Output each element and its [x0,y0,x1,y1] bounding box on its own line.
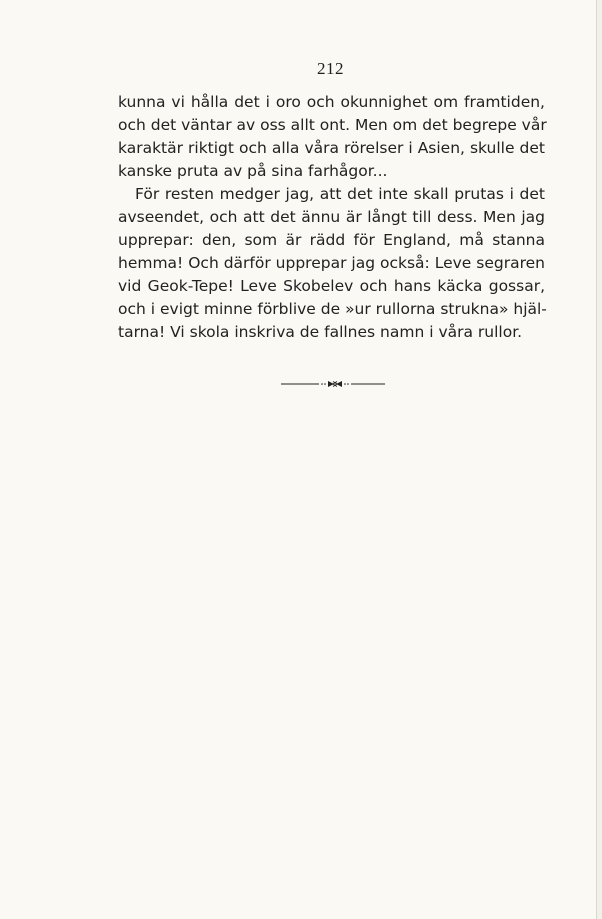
body-text [118,91,545,344]
text-line: avseendet, och att det ännu är långt till dess. Men jag [118,208,545,226]
text-line: vid Geok-Tepe! Leve Skobelev och hans käcka gossar, [118,277,545,295]
text-line: och det väntar av oss allt ont. Men om det begrepe vår [118,116,547,134]
text-line: tarna! Vi skola inskriva de fallnes namn i våra rullor. [118,323,523,341]
text-line: kanske pruta av på sina farhågor... [118,162,388,180]
text-line: upprepar: den, som är rädd för England, må stanna [118,231,545,249]
text-line: karaktär riktigt och alla våra rörelser i Asien, skulle det [118,139,545,157]
text-line: kunna vi hålla det i oro och okunnighet om framtiden, [118,93,545,111]
ornamental-divider [281,380,385,388]
text-line: hemma! Och därför upprepar jag också: Leve segraren [118,254,545,272]
text-line: och i evigt minne förblive de »ur rullorna strukna» hjäl- [118,300,547,318]
text-line: För resten medger jag, att det inte skall prutas i det [135,185,545,203]
page-number: 212 [317,59,344,78]
page-edge [597,0,602,919]
